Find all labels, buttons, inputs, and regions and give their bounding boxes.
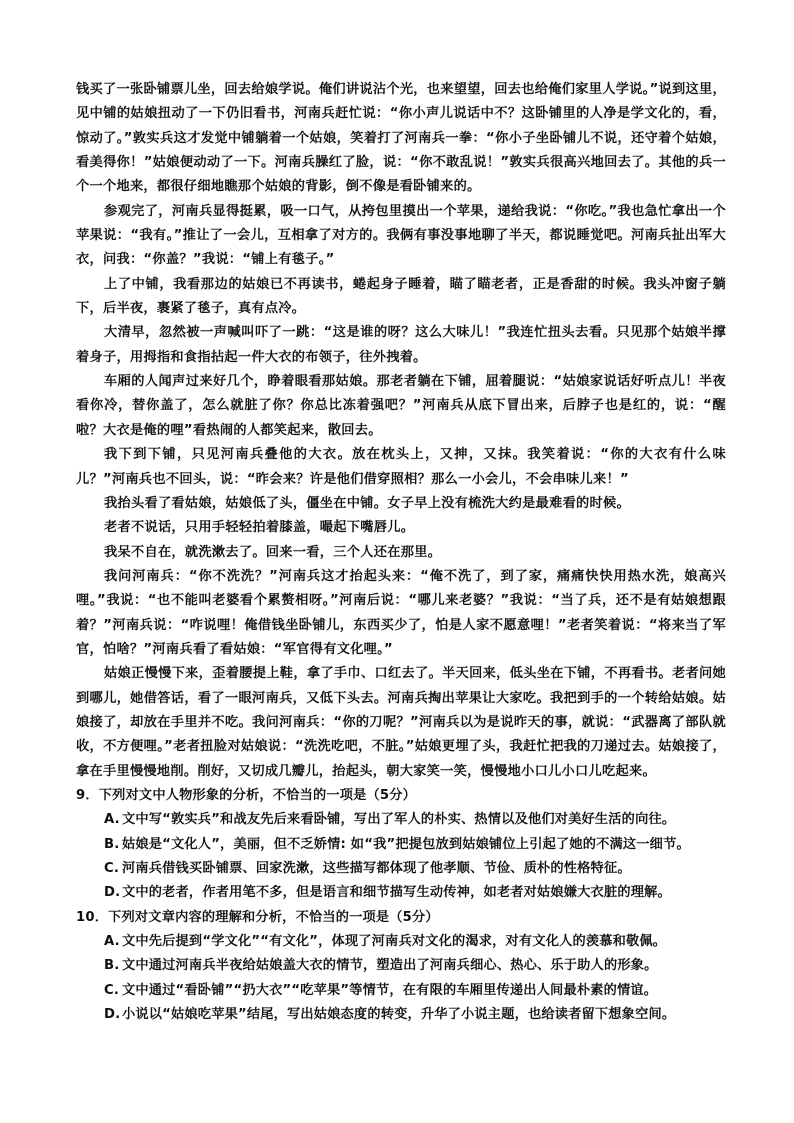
passage-paragraph: 钱买了一张卧铺票儿坐，回去给娘学说。俺们讲说沾个光，也来望望，回去也给俺们家里人学说。”说到这里，见中铺的姑娘扭动了一下仍旧看书，河南兵赶忙说：“你小声儿说话中不？这卧铺里的人净是学文化的，看，惊动了。”敦实兵这才发觉中铺躺着一个姑娘，笑着打了河南兵一拳：“你小子坐卧铺儿不说，还守着个姑娘，看美得你！”姑娘便动动了一下。河南兵臊红了脸，说：“你不敢乱说！”敦实兵很高兴地回去了。其他的兵一个一个地来，都很仔细地瞧那个姑娘的背影，倒不像是看卧铺来的。: [76, 82, 726, 195]
option-a[interactable]: [76, 930, 726, 954]
passage-paragraph: 我呆不自在，就洗漱去了。回来一看，三个人还在那里。: [104, 544, 442, 560]
passage-paragraph: 我抬头看了看姑娘，姑娘低了头，僵坐在中铺。女子早上没有梳洗大约是最难看的时候。: [104, 495, 631, 511]
passage-paragraph: 老者不说话，只用手轻轻拍着膝盖，嘬起下嘴唇儿。: [104, 520, 415, 536]
option-d[interactable]: [76, 881, 726, 905]
question-9: [76, 784, 726, 906]
option-letter: C.: [104, 861, 120, 876]
option-c[interactable]: [76, 979, 726, 1003]
option-letter: B.: [104, 836, 120, 852]
passage-paragraph: 我下到下铺，只见河南兵叠他的大衣。放在枕头上，又抻，又抹。我笑着说：“你的大衣有什么味儿？”河南兵也不回头，说：“昨会来？许是他们借穿照相？那么一小会儿，不会串味儿来！”: [76, 447, 726, 487]
option-text: 文中通过河南兵半夜给姑娘盖大衣的情节，塑造出了河南兵细心、热心、乐于助人的形象。: [122, 958, 658, 974]
passage-paragraph: 姑娘正慢慢下来，歪着腰提上鞋，拿了手巾、口红去了。半天回来，低头坐在下铺，不再看书。老者问她到哪儿，她借答话，看了一眼河南兵，又低下头去。河南兵掏出苹果让大家吃。我把到手的一个转给姑娘。姑娘接了，却放在手里并不吃。我问河南兵：“你的刀呢？”河南兵以为是说昨天的事，就说：“武器离了部队就收，不方便哩。”老者扭脸对姑娘说：“洗洗吃吧，不脏。”姑娘更埋了头，我赶忙把我的刀递过去。姑娘接了，拿在手里慢慢地削。削好，又切成几瓣儿，抬起头，朝大家笑一笑，慢慢地小口儿小口儿吃起来。: [76, 666, 726, 779]
option-text: 河南兵借钱买卧铺票、回家洗漱，这些描写都体现了他孝顺、节俭、质朴的性格特征。: [122, 861, 631, 876]
passage-paragraph: 上了中铺，我看那边的姑娘已不再读书，蜷起身子睡着，瞄了瞄老者，正是香甜的时候。我头冲窗子躺下，后半夜，裹紧了毯子，真有点冷。: [76, 276, 726, 317]
question-10: [76, 906, 726, 1028]
option-a[interactable]: [76, 808, 726, 832]
option-text: 小说以“姑娘吃苹果”结尾，写出姑娘态度的转变，升华了小说主题，也给读者留下想象空间。: [122, 1007, 676, 1023]
option-letter: C.: [104, 982, 120, 998]
option-text: 姑娘是“文化人”，美丽，但不乏娇情: 如“我”把提包放到姑娘铺位上引起了她的不满这一细节。: [122, 836, 690, 852]
option-text: 文中写“敦实兵”和战友先后来看卧铺，写出了军人的朴实、热情以及他们对美好生活的向往。: [122, 812, 676, 828]
option-letter: D.: [104, 1007, 121, 1023]
passage-paragraph: 大清早，忽然被一声喊叫吓了一跳：“这是谁的呀？这么大味儿！”我连忙扭头去看。只见那个姑娘半撑着身子，用拇指和食指拈起一件大衣的布领子，往外拽着。: [76, 325, 726, 365]
passage-paragraph: 我问河南兵：“你不洗洗？”河南兵这才抬起头来：“俺不洗了，到了家，痛痛快快用热水洗，娘高兴哩。”我说：“也不能叫老婆看个累赘相呀。”河南后说：“哪儿来老婆？”我说：“当了兵，还不是有姑娘想跟着？”河南兵说：“咋说哩！俺借钱坐卧铺儿，东西买少了，怕是人家不愿意哩！”老者笑着说：“将来当了军官，怕啥？”河南兵看了看姑娘：“军官得有文化哩。”: [76, 568, 726, 657]
option-text: 文中的老者，作者用笔不多，但是语言和细节描写生动传神，如老者对姑娘嫌大衣脏的理解。: [122, 885, 671, 901]
option-letter: B.: [104, 958, 120, 974]
option-letter: A.: [104, 812, 120, 828]
option-letter: D.: [104, 885, 121, 901]
option-text: 文中通过“看卧铺”“扔大衣”“吃苹果”等情节，在有限的车厢里传递出人间最朴素的情谊。: [122, 982, 658, 998]
option-b[interactable]: [76, 954, 726, 978]
document-page: [76, 78, 726, 1027]
passage: [76, 78, 726, 784]
passage-paragraph: 车厢的人闻声过来好几个，睁着眼看那姑娘。那老者躺在下铺，屈着腿说：“姑娘家说话好听点儿！半夜看你冷，替你盖了，怎么就脏了你？你总比冻着强吧？”河南兵从底下冒出来，后脖子也是红的，说：“醒啦？大衣是俺的哩”看热闹的人都笑起来，散回去。: [76, 374, 726, 438]
option-d[interactable]: [76, 1003, 726, 1027]
option-letter: A.: [104, 934, 120, 950]
option-text: 文中先后提到“学文化”“有文化”，体现了河南兵对文化的渴求，对有文化人的羡慕和敬佩。: [122, 934, 667, 950]
question-stem: 10．下列对文章内容的理解和分析，不恰当的一项是（5分）: [76, 909, 439, 925]
option-b[interactable]: [76, 833, 726, 857]
question-stem: 9．下列对文中人物形象的分析，不恰当的一项是（5分）: [76, 787, 417, 803]
passage-paragraph: 参观完了，河南兵显得挺累，吸一口气，从挎包里摸出一个苹果，递给我说：“你吃。”我也急忙拿出一个苹果说：“我有。”推让了一会儿，互相拿了对方的。我俩有事没事地聊了半天，都说睡觉吧。河南兵扯出军大衣，问我：“你盖？”我说：“铺上有毯子。”: [76, 203, 726, 268]
option-c[interactable]: [76, 857, 726, 881]
